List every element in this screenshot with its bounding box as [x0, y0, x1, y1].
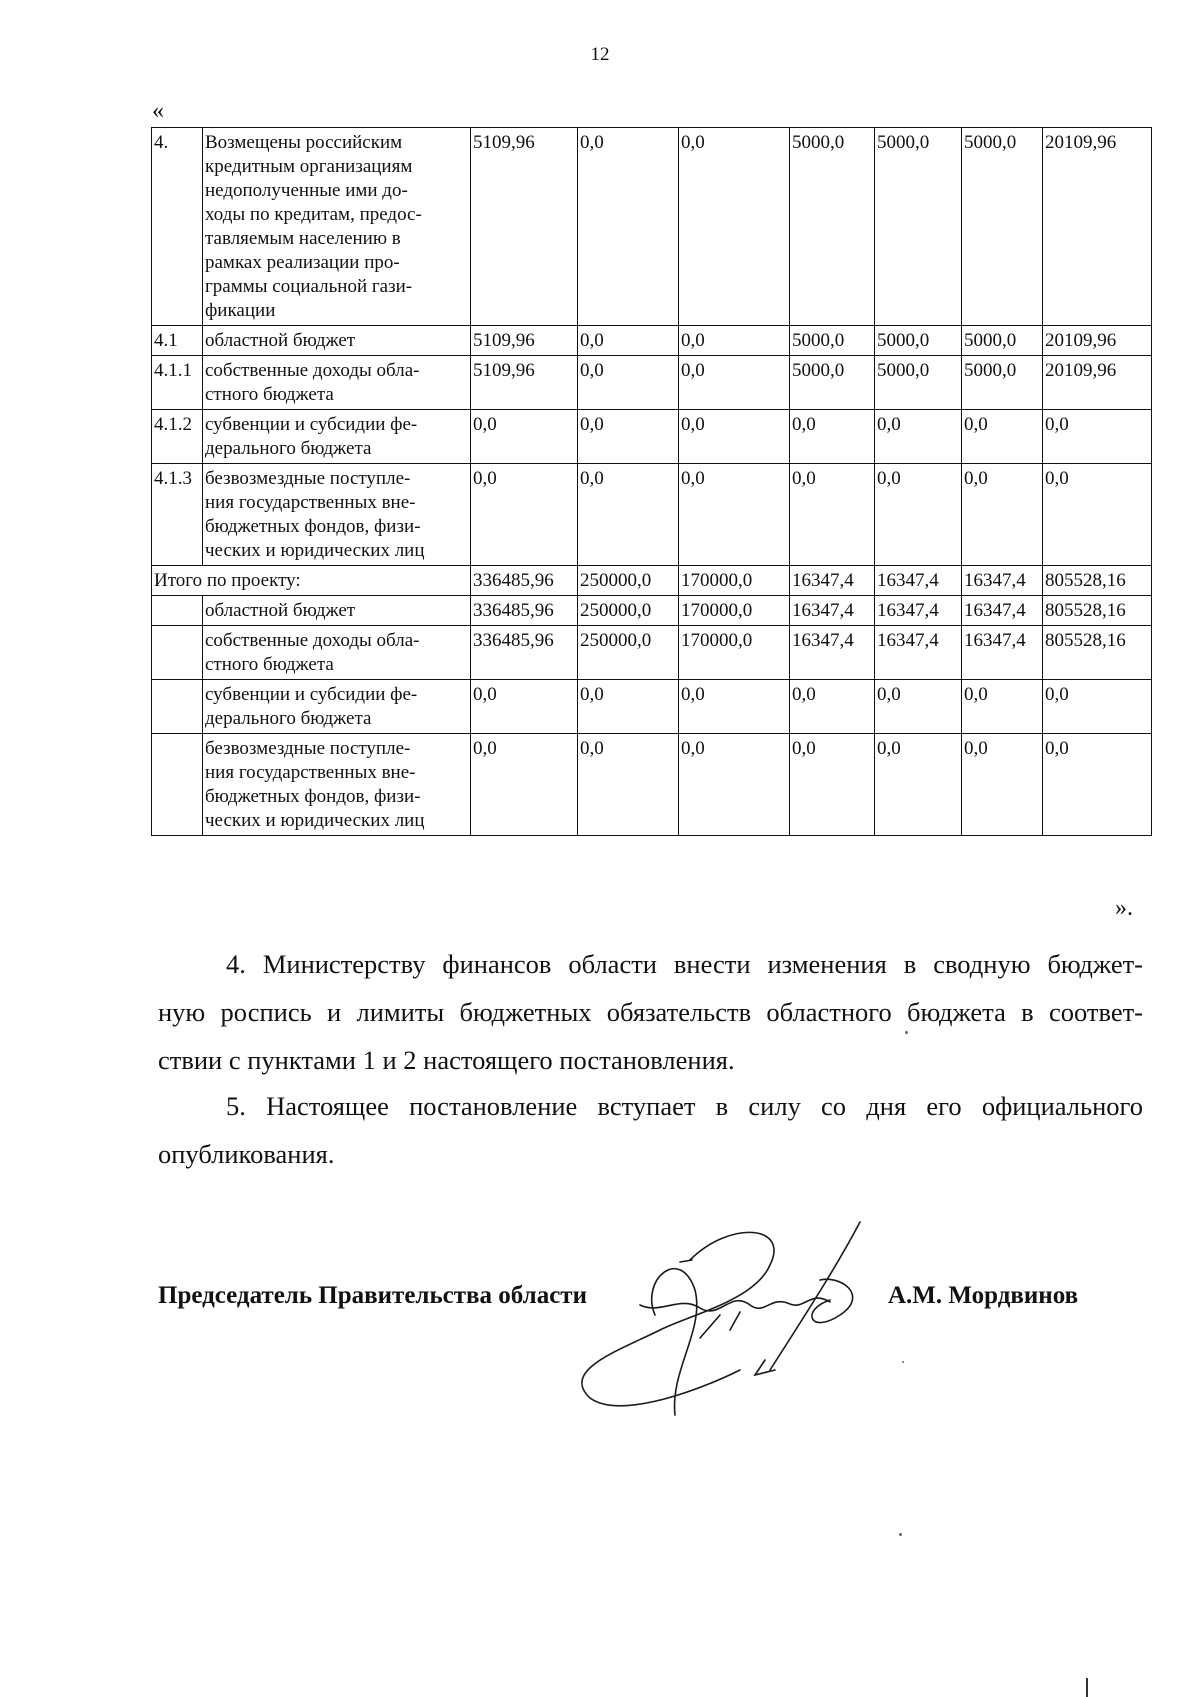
total-label: Итого по проекту:: [152, 566, 471, 596]
table-row: [152, 596, 1152, 626]
description-line: дерального бюджета: [205, 438, 372, 459]
table-row: [152, 734, 1152, 836]
description-line: рамках реализации про-: [205, 252, 400, 273]
description-line: субвенции и субсидии фе-: [205, 414, 418, 435]
description-line: ния государственных вне-: [205, 492, 416, 513]
row-description: [203, 356, 471, 410]
table-row: [152, 326, 1152, 356]
value-cell: 336485,96: [471, 596, 578, 626]
value-cell: 0,0: [1043, 680, 1152, 734]
description-line: Возмещены российским: [205, 132, 403, 153]
value-cell: 0,0: [471, 680, 578, 734]
value-cell: 20109,96: [1043, 326, 1152, 356]
row-description: [203, 680, 471, 734]
value-cell: 336485,96: [471, 626, 578, 680]
value-cell: 0,0: [790, 680, 875, 734]
description-line: фикации: [205, 300, 276, 321]
table-row: [152, 680, 1152, 734]
value-cell: 0,0: [790, 734, 875, 836]
value-cell: 0,0: [875, 680, 962, 734]
table-row: [152, 356, 1152, 410]
row-number: [152, 680, 203, 734]
value-cell: 16347,4: [962, 566, 1043, 596]
row-description: [203, 464, 471, 566]
value-cell: 170000,0: [679, 596, 790, 626]
table-row: [152, 464, 1152, 566]
value-cell: 0,0: [790, 410, 875, 464]
value-cell: 5000,0: [962, 128, 1043, 326]
value-cell: 0,0: [679, 734, 790, 836]
row-number: 4.1.1: [152, 356, 203, 410]
value-cell: 16347,4: [875, 596, 962, 626]
table-row: [152, 626, 1152, 680]
value-cell: 0,0: [679, 410, 790, 464]
description-line: безвозмездные поступле-: [205, 738, 411, 759]
page-number: 12: [590, 44, 610, 65]
value-cell: 0,0: [679, 326, 790, 356]
value-cell: 5000,0: [875, 356, 962, 410]
close-quote: ».: [1115, 895, 1133, 921]
table-row: [152, 410, 1152, 464]
value-cell: 0,0: [875, 410, 962, 464]
row-number: 4.: [152, 128, 203, 326]
value-cell: 170000,0: [679, 566, 790, 596]
value-cell: 336485,96: [471, 566, 578, 596]
value-cell: 0,0: [578, 680, 679, 734]
value-cell: 5000,0: [790, 356, 875, 410]
description-line: областной бюджет: [205, 330, 356, 351]
value-cell: 5000,0: [962, 326, 1043, 356]
value-cell: 16347,4: [875, 566, 962, 596]
value-cell: 16347,4: [962, 626, 1043, 680]
description-line: дерального бюджета: [205, 708, 372, 729]
row-number: [152, 596, 203, 626]
value-cell: 805528,16: [1043, 566, 1152, 596]
value-cell: 0,0: [962, 410, 1043, 464]
scan-speck: [899, 1533, 902, 1536]
paragraph-4: [158, 940, 1143, 1084]
value-cell: 0,0: [679, 128, 790, 326]
row-number: 4.1.2: [152, 410, 203, 464]
value-cell: 805528,16: [1043, 626, 1152, 680]
value-cell: 0,0: [578, 128, 679, 326]
value-cell: 5109,96: [471, 356, 578, 410]
row-number: 4.1: [152, 326, 203, 356]
value-cell: 0,0: [578, 356, 679, 410]
value-cell: 5000,0: [790, 326, 875, 356]
value-cell: 5000,0: [962, 356, 1043, 410]
value-cell: 0,0: [875, 734, 962, 836]
value-cell: 0,0: [471, 464, 578, 566]
description-line: стного бюджета: [205, 384, 334, 405]
value-cell: 0,0: [679, 356, 790, 410]
row-number: [152, 734, 203, 836]
value-cell: 0,0: [790, 464, 875, 566]
description-line: бюджетных фондов, физи-: [205, 786, 421, 807]
row-number: [152, 626, 203, 680]
row-description: [203, 596, 471, 626]
description-line: тавляемым населению в: [205, 228, 401, 249]
description-line: кредитным организациям: [205, 156, 413, 177]
value-cell: 0,0: [578, 410, 679, 464]
description-line: областной бюджет: [205, 600, 356, 621]
row-description: [203, 734, 471, 836]
row-description: [203, 626, 471, 680]
value-cell: 20109,96: [1043, 356, 1152, 410]
value-cell: 0,0: [962, 734, 1043, 836]
value-cell: 0,0: [1043, 410, 1152, 464]
description-line: ходы по кредитам, предос-: [205, 204, 422, 225]
value-cell: 0,0: [679, 464, 790, 566]
value-cell: 5000,0: [875, 326, 962, 356]
description-line: стного бюджета: [205, 654, 334, 675]
description-line: субвенции и субсидии фе-: [205, 684, 418, 705]
scan-speck: [905, 1031, 908, 1034]
handwritten-signature: [570, 1220, 930, 1420]
row-number: 4.1.3: [152, 464, 203, 566]
value-cell: 20109,96: [1043, 128, 1152, 326]
description-line: ния государственных вне-: [205, 762, 416, 783]
row-description: [203, 410, 471, 464]
paragraph-line: ную роспись и лимиты бюджетных обязательств областного бюджета в соответ-: [158, 997, 1143, 1027]
row-description: [203, 326, 471, 356]
value-cell: 0,0: [1043, 734, 1152, 836]
value-cell: 0,0: [679, 680, 790, 734]
scan-speck: [902, 1361, 904, 1363]
description-line: недополученные ими до-: [205, 180, 408, 201]
value-cell: 0,0: [578, 326, 679, 356]
value-cell: 805528,16: [1043, 596, 1152, 626]
row-description: [203, 128, 471, 326]
value-cell: 0,0: [471, 734, 578, 836]
signatory-title: Председатель Правительства области: [158, 1282, 587, 1309]
value-cell: 16347,4: [875, 626, 962, 680]
value-cell: 5000,0: [875, 128, 962, 326]
value-cell: 0,0: [962, 680, 1043, 734]
value-cell: 0,0: [962, 464, 1043, 566]
value-cell: 170000,0: [679, 626, 790, 680]
description-line: бюджетных фондов, физи-: [205, 516, 421, 537]
description-line: ческих и юридических лиц: [205, 540, 425, 561]
value-cell: 16347,4: [790, 566, 875, 596]
value-cell: 0,0: [1043, 464, 1152, 566]
description-line: собственные доходы обла-: [205, 630, 420, 651]
value-cell: 0,0: [578, 464, 679, 566]
paragraph-5: [158, 1082, 1143, 1178]
paragraph-line: 4. Министерству финансов области внести изменения в сводную бюджет-: [226, 949, 1143, 979]
value-cell: 250000,0: [578, 596, 679, 626]
value-cell: 16347,4: [962, 596, 1043, 626]
value-cell: 0,0: [875, 464, 962, 566]
budget-table: [151, 127, 1152, 836]
paragraph-line: ствии с пунктами 1 и 2 настоящего постановления.: [158, 1045, 735, 1075]
open-quote: «: [152, 98, 164, 124]
value-cell: 0,0: [578, 734, 679, 836]
description-line: безвозмездные поступле-: [205, 468, 411, 489]
value-cell: 250000,0: [578, 626, 679, 680]
value-cell: 16347,4: [790, 596, 875, 626]
value-cell: 5109,96: [471, 128, 578, 326]
signatory-name: А.М. Мордвинов: [888, 1282, 1079, 1309]
value-cell: 5000,0: [790, 128, 875, 326]
table-row: [152, 128, 1152, 326]
table-body: [152, 128, 1152, 836]
value-cell: 250000,0: [578, 566, 679, 596]
value-cell: 0,0: [471, 410, 578, 464]
table-row-total: [152, 566, 1152, 596]
description-line: собственные доходы обла-: [205, 360, 420, 381]
description-line: ческих и юридических лиц: [205, 810, 425, 831]
description-line: граммы социальной гази-: [205, 276, 413, 297]
value-cell: 16347,4: [790, 626, 875, 680]
paragraph-line: 5. Настоящее постановление вступает в силу со дня его официального: [226, 1091, 1143, 1121]
scan-mark: [1086, 1678, 1088, 1697]
paragraph-line: опубликования.: [158, 1139, 335, 1169]
value-cell: 5109,96: [471, 326, 578, 356]
